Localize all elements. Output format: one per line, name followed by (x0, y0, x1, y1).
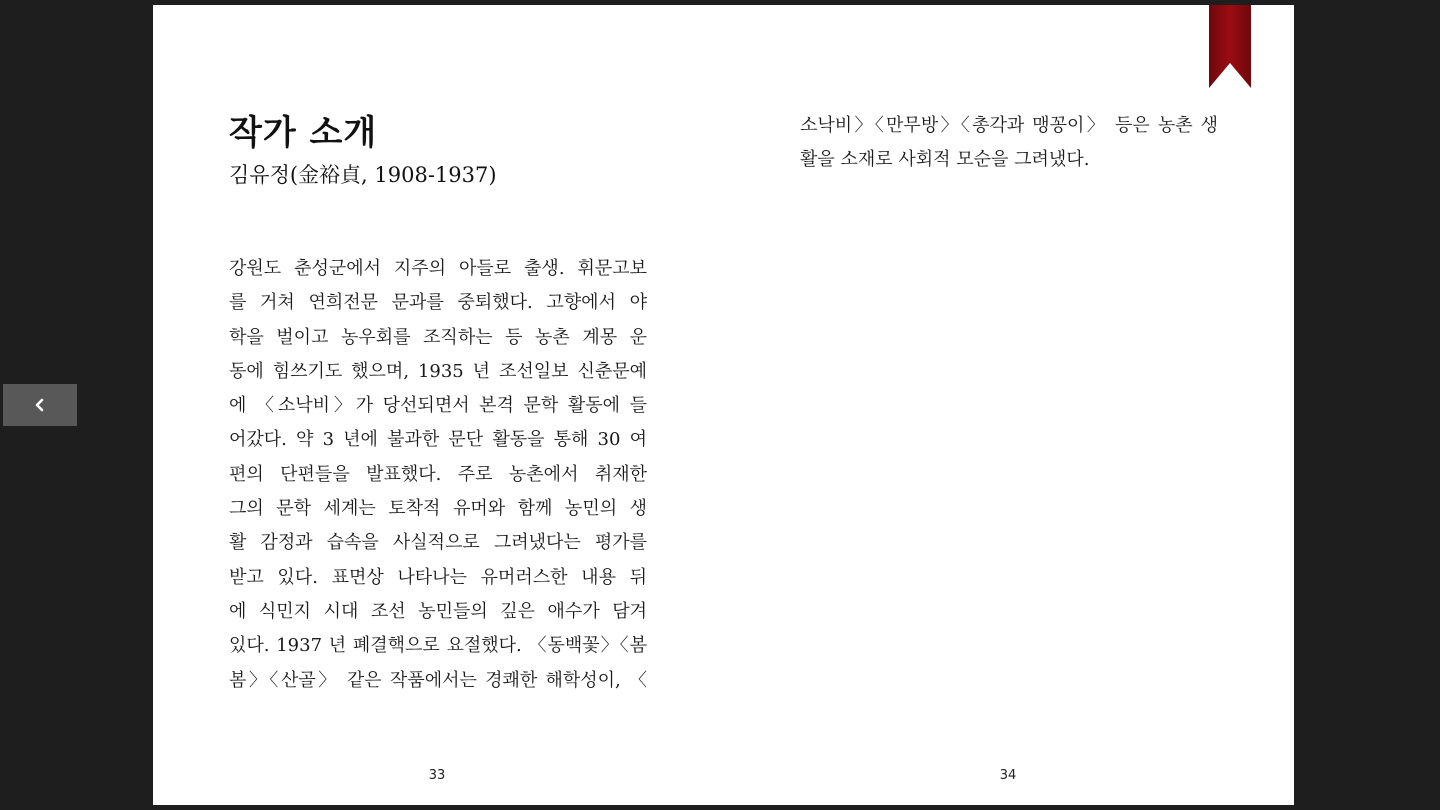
bookmark-ribbon-icon[interactable] (1209, 5, 1251, 88)
text-line: 편의 단편들을 발표했다. 주로 농촌에서 취재한 (229, 463, 647, 485)
text-line: 학을 벌이고 농우회를 조직하는 등 농촌 계몽 운 (229, 326, 647, 348)
text-line: 활 감정과 습속을 사실적으로 그려냈다는 평가를 (229, 532, 647, 554)
text-line: 활을 소재로 사회적 모순을 그려냈다. (800, 149, 1090, 171)
text-line: 를 거쳐 연희전문 문과를 중퇴했다. 고향에서 야 (229, 292, 647, 314)
page-title: 작가 소개 (229, 113, 378, 153)
left-body-text (229, 252, 647, 698)
author-subtitle: 김유정(金裕貞, 1908-1937) (229, 163, 497, 187)
text-line: 강원도 춘성군에서 지주의 아들로 출생. 휘문고보 (229, 258, 647, 279)
text-line: 에 〈소낙비〉가 당선되면서 본격 문학 활동에 들 (229, 395, 647, 417)
page-number-right: 34 (999, 768, 1017, 783)
text-line: 봄〉〈산골〉 같은 작품에서는 경쾌한 해학성이, 〈 (229, 669, 647, 691)
right-body-text (800, 109, 1218, 178)
book-spread (153, 5, 1294, 805)
previous-page-button[interactable] (3, 384, 77, 426)
text-line: 동에 힘쓰기도 했으며, 1935 년 조선일보 신춘문예 (229, 360, 647, 382)
chevron-left-icon (34, 397, 46, 413)
text-line: 받고 있다. 표면상 나타나는 유머러스한 내용 뒤 (229, 566, 647, 588)
page-number-left: 33 (428, 768, 446, 783)
text-line: 그의 문학 세계는 토착적 유머와 함께 농민의 생 (229, 498, 647, 520)
right-page (723, 5, 1294, 805)
text-line: 어갔다. 약 3 년에 불과한 문단 활동을 통해 30 여 (229, 429, 647, 451)
text-line: 있다. 1937 년 폐결핵으로 요절했다. 〈동백꽃〉〈봄 (229, 635, 647, 657)
text-line: 에 식민지 시대 조선 농민들의 깊은 애수가 담겨 (229, 600, 647, 622)
text-line: 소낙비〉〈만무방〉〈총각과 맹꽁이〉 등은 농촌 생 (800, 115, 1218, 136)
left-page (153, 5, 723, 805)
